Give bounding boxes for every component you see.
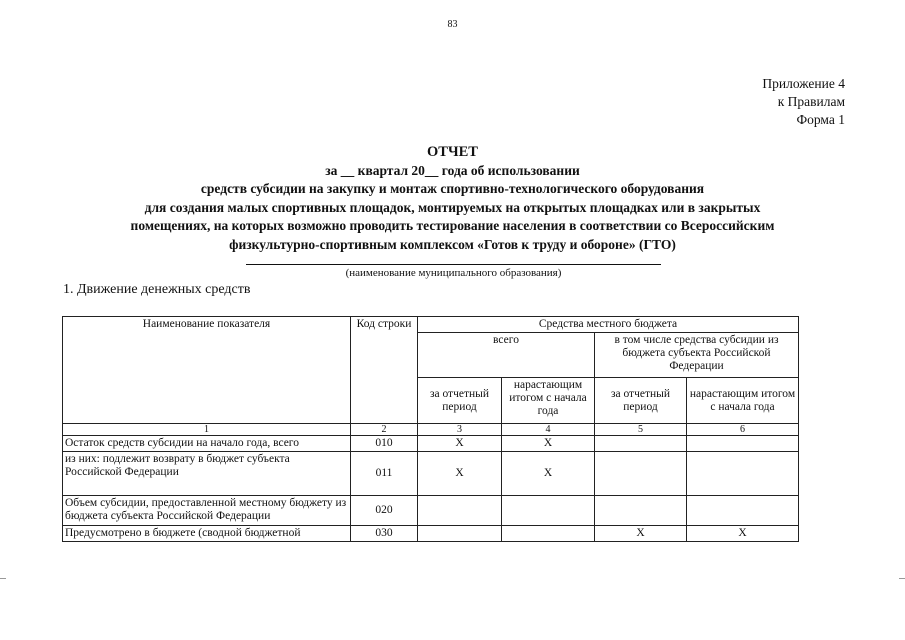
row-cell [595,436,687,452]
row-cell: X [502,436,595,452]
report-title-line: помещениях, на которых возможно проводить тестирование населения в соответствии со Всероссийским [130,218,775,233]
column-number: 6 [687,424,799,436]
row-cell: X [687,526,799,542]
header-cumulative: нарастающим итогом с начала года [502,378,595,424]
header-local-budget: Средства местного бюджета [418,317,799,333]
appendix-line: Приложение 4 [762,76,845,91]
row-code: 010 [351,436,418,452]
table-row [63,496,799,526]
report-title-main: ОТЧЕТ [427,144,478,160]
row-cell [502,526,595,542]
row-cell [418,496,502,526]
row-code: 011 [351,452,418,496]
header-cumulative: нарастающим итогом с начала года [687,378,799,424]
row-name: Остаток средств субсидии на начало года, всего [63,436,351,452]
table-row [63,526,799,542]
row-cell: X [595,526,687,542]
header-indicator: Наименование показателя [63,317,351,424]
appendix-note [762,75,845,129]
header-subsidy: в том числе средства субсидии из бюджета субъекта Российской Федерации [595,333,799,378]
column-number: 1 [63,424,351,436]
page-number: 83 [447,19,458,30]
row-name: Объем субсидии, предоставленной местному бюджету из бюджета субъекта Российской Федерации [63,496,351,526]
page-edge-mark [0,578,6,579]
row-cell [687,452,799,496]
appendix-line: к Правилам [777,94,845,109]
municipality-caption: (наименование муниципального образования) [345,267,562,279]
column-number: 2 [351,424,418,436]
row-name: из них: подлежит возврату в бюджет субъекта Российской Федерации [63,452,351,496]
report-title [0,143,905,254]
table-row [63,436,799,452]
row-cell: X [418,436,502,452]
row-cell [595,496,687,526]
column-number: 3 [418,424,502,436]
column-number: 4 [502,424,595,436]
municipality-fill-line [246,264,661,265]
row-cell [502,496,595,526]
row-cell [687,496,799,526]
section-title: 1. Движение денежных средств [63,282,251,297]
header-code: Код строки [351,317,418,424]
report-title-line: за __ квартал 20__ года об использовании [325,162,580,178]
row-code: 020 [351,496,418,526]
report-title-line: средств субсидии на закупку и монтаж спортивно-технологического оборудования [200,181,705,196]
row-cell [687,436,799,452]
column-number: 5 [595,424,687,436]
header-reporting-period: за отчетный период [595,378,687,424]
appendix-line: Форма 1 [796,112,845,127]
cash-flow-table [62,316,799,542]
report-title-line: для создания малых спортивных площадок, монтируемых на открытых площадках или в закрытых [144,199,761,215]
row-name: Предусмотрено в бюджете (сводной бюджетной [63,526,351,542]
header-total: всего [418,333,595,378]
row-cell [595,452,687,496]
row-cell [418,526,502,542]
row-cell: X [502,452,595,496]
row-code: 030 [351,526,418,542]
page-edge-mark [899,578,905,579]
row-cell: X [418,452,502,496]
table-row [63,452,799,496]
report-title-line: физкультурно-спортивным комплексом «Готов к труду и обороне» (ГТО) [229,236,676,252]
header-reporting-period: за отчетный период [418,378,502,424]
